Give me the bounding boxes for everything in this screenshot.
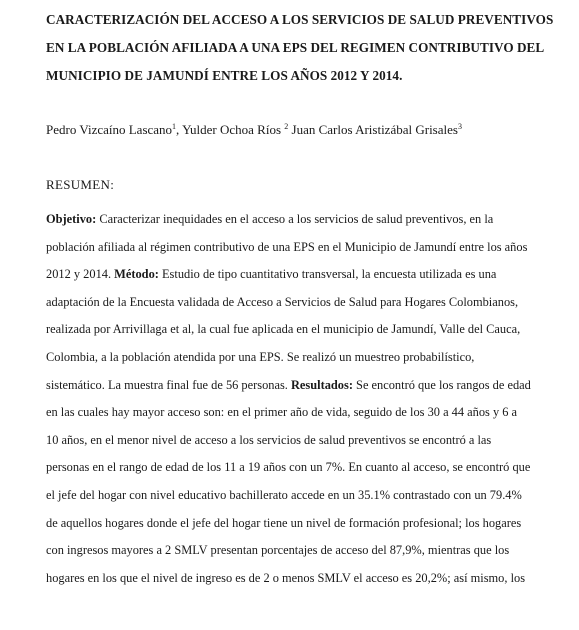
abstract-text: realizada por Arrivillaga et al, la cual fue aplicada en el municipio de Jamundí, Valle del Cauca, [46, 322, 521, 337]
abstract-line [46, 206, 566, 234]
title-line: CARACTERIZACIÓN DEL ACCESO A LOS SERVICIOS DE SALUD PREVENTIVOS [46, 12, 554, 27]
abstract-line [46, 289, 566, 317]
author-name: Yulder Ochoa Ríos [182, 122, 285, 137]
abstract-text: Estudio de tipo cuantitativo transversal, la encuesta utilizada es una [158, 267, 497, 282]
abstract-text: Caracterizar inequidades en el acceso a los servicios de salud preventivos, en la [96, 212, 494, 226]
abstract-body [46, 206, 566, 592]
abstract-text: hogares en los que el nivel de ingreso es de 2 o menos SMLV el acceso es 20,2%; así mismo, los [46, 570, 526, 585]
abstract-text: Se encontró que los rangos de edad [352, 377, 531, 392]
author-separator: , [176, 122, 183, 137]
abstract-line [46, 399, 566, 427]
abstract-text: adaptación de la Encuesta validada de Acceso a Servicios de Salud para Hogares Colombianos, [46, 294, 519, 309]
abstract-line [46, 537, 566, 565]
paper-title [46, 6, 556, 90]
title-line: MUNICIPIO DE JAMUNDÍ ENTRE LOS AÑOS 2012 Y 2014. [46, 68, 403, 83]
abstract-line [46, 454, 566, 482]
abstract-text: en las cuales hay mayor acceso son: en el primer año de vida, seguido de los 30 a 44 años y 6 a [46, 405, 518, 420]
abstract-text: personas en el rango de edad de los 11 a 19 años con un 7%. En cuanto al acceso, se encontró que [46, 460, 531, 475]
abstract-line [46, 344, 566, 372]
abstract-text: población afiliada al régimen contributivo de una EPS en el Municipio de Jamundí entre los años [46, 239, 528, 254]
abstract-section-label: Resultados: [290, 377, 353, 392]
abstract-line [46, 565, 566, 593]
abstract-line [46, 482, 566, 510]
abstract-line [46, 234, 566, 262]
abstract-text: con ingresos mayores a 2 SMLV presentan porcentajes de acceso del 87,9%, mientras que los [46, 543, 510, 558]
author-name: Juan Carlos Aristizábal Grisales [291, 122, 458, 137]
title-line: EN LA POBLACIÓN AFILIADA A UNA EPS DEL REGIMEN CONTRIBUTIVO DEL [46, 40, 545, 55]
abstract-section-label: Método: [114, 267, 159, 282]
abstract-line [46, 510, 566, 538]
section-heading-resumen: RESUMEN: [46, 177, 115, 192]
abstract-text: de aquellos hogares donde el jefe del hogar tiene un nivel de formación profesional; los hogares [46, 515, 522, 530]
author-list [46, 122, 566, 138]
abstract-text: 10 años, en el menor nivel de acceso a los servicios de salud preventivos se encontró a las [46, 432, 492, 447]
abstract-line [46, 261, 566, 289]
abstract-section-label: Objetivo: [46, 212, 97, 226]
author-affiliation-mark: 1 [172, 122, 177, 131]
author-affiliation-mark: 2 [284, 122, 289, 131]
abstract-line [46, 427, 566, 455]
abstract-text: Colombia, a la población atendida por una EPS. Se realizó un muestreo probabilístico, [46, 349, 475, 364]
abstract-text: 2012 y 2014. [46, 267, 115, 282]
author-affiliation-mark: 3 [457, 122, 462, 131]
abstract-line [46, 316, 566, 344]
abstract-text: sistemático. La muestra final fue de 56 personas. [46, 377, 291, 392]
author-name: Pedro Vizcaíno Lascano [46, 122, 173, 137]
abstract-text: el jefe del hogar con nivel educativo bachillerato accede en un 35.1% contrastado con un 79.4% [46, 487, 522, 502]
abstract-line [46, 372, 566, 400]
